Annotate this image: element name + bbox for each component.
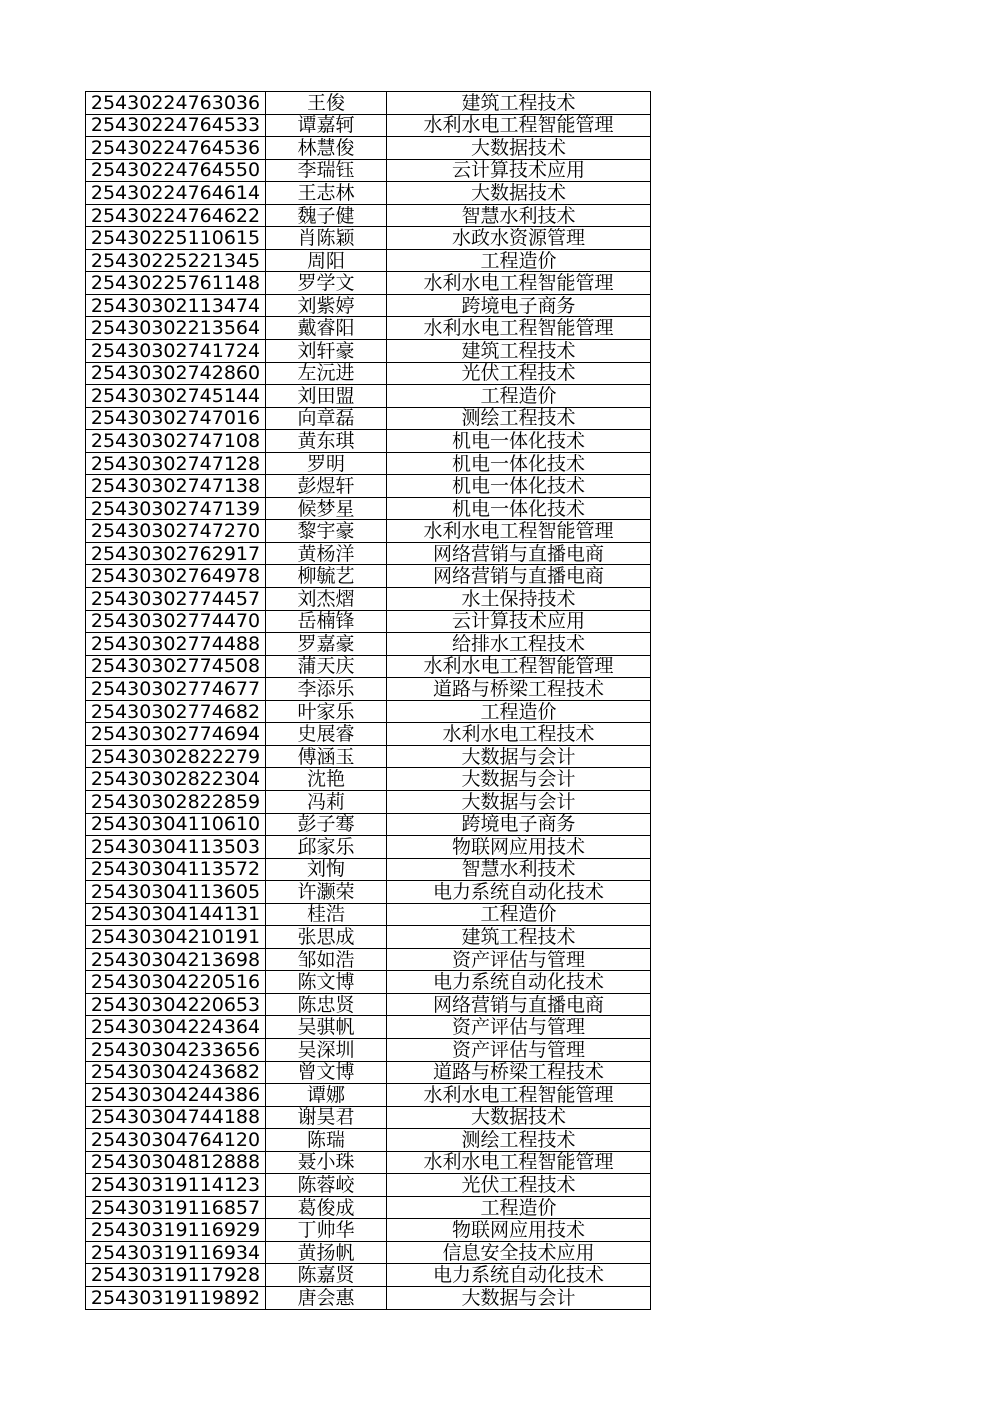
major-cell: 测绘工程技术: [387, 1129, 651, 1152]
student-id-cell: 25430224764550: [86, 159, 266, 182]
student-name-cell: 蒲天庆: [266, 655, 387, 678]
student-id-cell: 25430304744188: [86, 1106, 266, 1129]
table-row: [86, 294, 651, 317]
major-cell: 大数据技术: [387, 137, 651, 160]
student-id-cell: 25430319119892: [86, 1286, 266, 1309]
student-id-cell: 25430302747139: [86, 497, 266, 520]
student-name-cell: 刘轩豪: [266, 340, 387, 363]
student-name-cell: 谭嘉轲: [266, 114, 387, 137]
student-name-cell: 许灏荣: [266, 881, 387, 904]
table-row: [86, 813, 651, 836]
student-id-cell: 25430304113503: [86, 836, 266, 859]
student-name-cell: 丁帅华: [266, 1219, 387, 1242]
student-id-cell: 25430304210191: [86, 926, 266, 949]
student-name-cell: 张思成: [266, 926, 387, 949]
major-cell: 智慧水利技术: [387, 204, 651, 227]
table-row: [86, 182, 651, 205]
table-row: [86, 700, 651, 723]
student-id-cell: 25430304243682: [86, 1061, 266, 1084]
major-cell: 云计算技术应用: [387, 159, 651, 182]
student-name-cell: 左沅进: [266, 362, 387, 385]
student-name-cell: 岳楠锋: [266, 610, 387, 633]
major-cell: 大数据与会计: [387, 790, 651, 813]
major-cell: 电力系统自动化技术: [387, 971, 651, 994]
table-row: [86, 114, 651, 137]
major-cell: 水土保持技术: [387, 588, 651, 611]
table-row: [86, 1129, 651, 1152]
major-cell: 机电一体化技术: [387, 452, 651, 475]
student-name-cell: 桂浩: [266, 903, 387, 926]
major-cell: 工程造价: [387, 903, 651, 926]
table-row: [86, 858, 651, 881]
student-name-cell: 吴骐帆: [266, 1016, 387, 1039]
student-id-cell: 25430319117928: [86, 1264, 266, 1287]
student-id-cell: 25430304110610: [86, 813, 266, 836]
student-name-cell: 王俊: [266, 92, 387, 115]
table-row: [86, 633, 651, 656]
student-name-cell: 魏子健: [266, 204, 387, 227]
table-row: [86, 790, 651, 813]
major-cell: 水利水电工程智能管理: [387, 317, 651, 340]
major-cell: 网络营销与直播电商: [387, 565, 651, 588]
major-cell: 水利水电工程智能管理: [387, 655, 651, 678]
student-id-cell: 25430302774488: [86, 633, 266, 656]
table-row: [86, 1106, 651, 1129]
student-id-cell: 25430304244386: [86, 1084, 266, 1107]
student-name-cell: 陈忠贤: [266, 993, 387, 1016]
major-cell: 建筑工程技术: [387, 92, 651, 115]
major-cell: 水政水资源管理: [387, 227, 651, 250]
student-id-cell: 25430304213698: [86, 948, 266, 971]
table-row: [86, 768, 651, 791]
table-row: [86, 948, 651, 971]
student-name-cell: 沈艳: [266, 768, 387, 791]
student-name-cell: 陈瑞: [266, 1129, 387, 1152]
student-name-cell: 周阳: [266, 249, 387, 272]
student-name-cell: 罗明: [266, 452, 387, 475]
student-id-cell: 25430302764978: [86, 565, 266, 588]
student-roster-table: [85, 91, 651, 1310]
student-name-cell: 肖陈颖: [266, 227, 387, 250]
student-id-cell: 25430304220516: [86, 971, 266, 994]
table-row: [86, 1061, 651, 1084]
table-row: [86, 385, 651, 408]
major-cell: 物联网应用技术: [387, 836, 651, 859]
student-name-cell: 罗学文: [266, 272, 387, 295]
table-row: [86, 249, 651, 272]
student-id-cell: 25430302742860: [86, 362, 266, 385]
student-id-cell: 25430319116929: [86, 1219, 266, 1242]
major-cell: 光伏工程技术: [387, 1174, 651, 1197]
student-id-cell: 25430319114123: [86, 1174, 266, 1197]
student-name-cell: 陈蓉峧: [266, 1174, 387, 1197]
student-id-cell: 25430224763036: [86, 92, 266, 115]
student-id-cell: 25430225761148: [86, 272, 266, 295]
student-id-cell: 25430302741724: [86, 340, 266, 363]
table-row: [86, 655, 651, 678]
student-id-cell: 25430319116934: [86, 1241, 266, 1264]
table-row: [86, 430, 651, 453]
major-cell: 水利水电工程智能管理: [387, 114, 651, 137]
major-cell: 网络营销与直播电商: [387, 542, 651, 565]
student-id-cell: 25430225221345: [86, 249, 266, 272]
student-id-cell: 25430304224364: [86, 1016, 266, 1039]
table-row: [86, 1264, 651, 1287]
table-row: [86, 1241, 651, 1264]
student-id-cell: 25430304113605: [86, 881, 266, 904]
major-cell: 资产评估与管理: [387, 1038, 651, 1061]
student-name-cell: 彭子骞: [266, 813, 387, 836]
table-row: [86, 497, 651, 520]
major-cell: 水利水电工程智能管理: [387, 520, 651, 543]
student-name-cell: 陈嘉贤: [266, 1264, 387, 1287]
student-id-cell: 25430302774457: [86, 588, 266, 611]
student-name-cell: 黄扬帆: [266, 1241, 387, 1264]
major-cell: 建筑工程技术: [387, 340, 651, 363]
student-name-cell: 李添乐: [266, 678, 387, 701]
table-row: [86, 588, 651, 611]
student-id-cell: 25430302747108: [86, 430, 266, 453]
major-cell: 信息安全技术应用: [387, 1241, 651, 1264]
major-cell: 物联网应用技术: [387, 1219, 651, 1242]
major-cell: 给排水工程技术: [387, 633, 651, 656]
student-name-cell: 刘田盟: [266, 385, 387, 408]
major-cell: 工程造价: [387, 385, 651, 408]
student-name-cell: 聂小珠: [266, 1151, 387, 1174]
table-row: [86, 272, 651, 295]
table-row: [86, 1286, 651, 1309]
table-row: [86, 993, 651, 1016]
table-row: [86, 1219, 651, 1242]
major-cell: 机电一体化技术: [387, 497, 651, 520]
major-cell: 机电一体化技术: [387, 475, 651, 498]
student-name-cell: 王志林: [266, 182, 387, 205]
student-name-cell: 邹如浩: [266, 948, 387, 971]
student-name-cell: 戴睿阳: [266, 317, 387, 340]
table-row: [86, 723, 651, 746]
major-cell: 水利水电工程智能管理: [387, 1084, 651, 1107]
student-id-cell: 25430304812888: [86, 1151, 266, 1174]
student-name-cell: 陈文博: [266, 971, 387, 994]
table-row: [86, 159, 651, 182]
major-cell: 光伏工程技术: [387, 362, 651, 385]
table-row: [86, 475, 651, 498]
roster-body: [86, 92, 651, 1310]
major-cell: 机电一体化技术: [387, 430, 651, 453]
student-id-cell: 25430304113572: [86, 858, 266, 881]
student-id-cell: 25430224764533: [86, 114, 266, 137]
major-cell: 工程造价: [387, 1196, 651, 1219]
major-cell: 大数据与会计: [387, 1286, 651, 1309]
table-row: [86, 317, 651, 340]
major-cell: 网络营销与直播电商: [387, 993, 651, 1016]
student-id-cell: 25430302745144: [86, 385, 266, 408]
major-cell: 电力系统自动化技术: [387, 881, 651, 904]
major-cell: 道路与桥梁工程技术: [387, 1061, 651, 1084]
student-id-cell: 25430304144131: [86, 903, 266, 926]
major-cell: 智慧水利技术: [387, 858, 651, 881]
major-cell: 水利水电工程智能管理: [387, 1151, 651, 1174]
student-id-cell: 25430319116857: [86, 1196, 266, 1219]
student-id-cell: 25430302822859: [86, 790, 266, 813]
table-row: [86, 1196, 651, 1219]
student-name-cell: 曾文博: [266, 1061, 387, 1084]
major-cell: 工程造价: [387, 249, 651, 272]
student-name-cell: 林慧俊: [266, 137, 387, 160]
student-name-cell: 黄东琪: [266, 430, 387, 453]
table-row: [86, 204, 651, 227]
table-row: [86, 362, 651, 385]
student-name-cell: 吴深圳: [266, 1038, 387, 1061]
table-row: [86, 971, 651, 994]
table-row: [86, 407, 651, 430]
student-id-cell: 25430224764614: [86, 182, 266, 205]
student-name-cell: 谭娜: [266, 1084, 387, 1107]
table-row: [86, 926, 651, 949]
student-name-cell: 刘杰熠: [266, 588, 387, 611]
student-id-cell: 25430302747016: [86, 407, 266, 430]
major-cell: 电力系统自动化技术: [387, 1264, 651, 1287]
major-cell: 跨境电子商务: [387, 294, 651, 317]
table-row: [86, 92, 651, 115]
student-name-cell: 史展睿: [266, 723, 387, 746]
student-name-cell: 候梦星: [266, 497, 387, 520]
student-name-cell: 刘恂: [266, 858, 387, 881]
student-id-cell: 25430302113474: [86, 294, 266, 317]
major-cell: 资产评估与管理: [387, 948, 651, 971]
student-name-cell: 冯莉: [266, 790, 387, 813]
student-name-cell: 黄杨洋: [266, 542, 387, 565]
student-id-cell: 25430302774694: [86, 723, 266, 746]
table-row: [86, 452, 651, 475]
table-row: [86, 745, 651, 768]
student-id-cell: 25430304220653: [86, 993, 266, 1016]
major-cell: 云计算技术应用: [387, 610, 651, 633]
major-cell: 水利水电工程技术: [387, 723, 651, 746]
table-row: [86, 836, 651, 859]
table-row: [86, 1151, 651, 1174]
student-id-cell: 25430302762917: [86, 542, 266, 565]
student-name-cell: 罗嘉豪: [266, 633, 387, 656]
table-row: [86, 903, 651, 926]
student-id-cell: 25430224764536: [86, 137, 266, 160]
table-row: [86, 542, 651, 565]
major-cell: 大数据与会计: [387, 745, 651, 768]
student-id-cell: 25430302747138: [86, 475, 266, 498]
table-row: [86, 520, 651, 543]
major-cell: 资产评估与管理: [387, 1016, 651, 1039]
table-row: [86, 565, 651, 588]
student-id-cell: 25430302774508: [86, 655, 266, 678]
student-id-cell: 25430302747128: [86, 452, 266, 475]
student-name-cell: 柳毓艺: [266, 565, 387, 588]
student-name-cell: 傅涵玉: [266, 745, 387, 768]
student-id-cell: 25430302747270: [86, 520, 266, 543]
major-cell: 大数据与会计: [387, 768, 651, 791]
major-cell: 水利水电工程智能管理: [387, 272, 651, 295]
table-row: [86, 340, 651, 363]
student-id-cell: 25430302213564: [86, 317, 266, 340]
student-name-cell: 葛俊成: [266, 1196, 387, 1219]
student-id-cell: 25430302774470: [86, 610, 266, 633]
student-id-cell: 25430302774682: [86, 700, 266, 723]
student-id-cell: 25430302822304: [86, 768, 266, 791]
student-name-cell: 彭煜轩: [266, 475, 387, 498]
student-id-cell: 25430302822279: [86, 745, 266, 768]
student-name-cell: 邱家乐: [266, 836, 387, 859]
table-row: [86, 881, 651, 904]
student-name-cell: 李瑞钰: [266, 159, 387, 182]
major-cell: 大数据技术: [387, 182, 651, 205]
table-row: [86, 137, 651, 160]
table-row: [86, 678, 651, 701]
student-name-cell: 唐会惠: [266, 1286, 387, 1309]
major-cell: 跨境电子商务: [387, 813, 651, 836]
student-name-cell: 刘紫婷: [266, 294, 387, 317]
table-row: [86, 1016, 651, 1039]
major-cell: 测绘工程技术: [387, 407, 651, 430]
student-id-cell: 25430302774677: [86, 678, 266, 701]
major-cell: 工程造价: [387, 700, 651, 723]
table-row: [86, 1174, 651, 1197]
student-name-cell: 叶家乐: [266, 700, 387, 723]
student-name-cell: 黎宇豪: [266, 520, 387, 543]
major-cell: 大数据技术: [387, 1106, 651, 1129]
major-cell: 道路与桥梁工程技术: [387, 678, 651, 701]
student-id-cell: 25430224764622: [86, 204, 266, 227]
table-row: [86, 1038, 651, 1061]
table-row: [86, 610, 651, 633]
major-cell: 建筑工程技术: [387, 926, 651, 949]
student-id-cell: 25430304764120: [86, 1129, 266, 1152]
table-row: [86, 227, 651, 250]
student-id-cell: 25430225110615: [86, 227, 266, 250]
student-id-cell: 25430304233656: [86, 1038, 266, 1061]
student-name-cell: 谢昊君: [266, 1106, 387, 1129]
table-row: [86, 1084, 651, 1107]
student-name-cell: 向章磊: [266, 407, 387, 430]
